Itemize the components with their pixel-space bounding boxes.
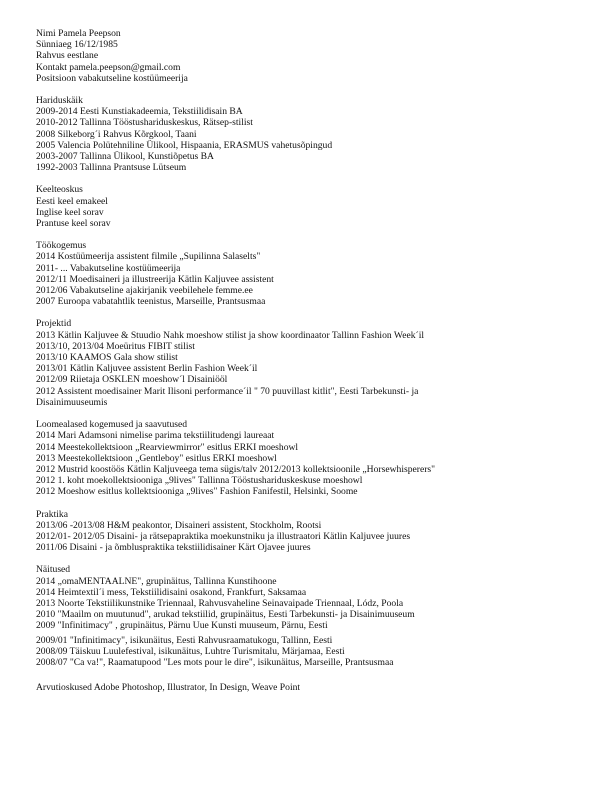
- section-title: Loomealased kogemused ja saavutused: [36, 419, 188, 431]
- list-item: 2012/06 Vabakutseline ajakirjanik veebilehele femme.ee: [36, 285, 253, 297]
- list-item: 2013 Kätlin Kaljuvee & Stuudio Nahk moeshow stilist ja show koordinaator Tallinn Fashion Week´il: [36, 329, 425, 341]
- list-item: 2014 Meestekollektsioon „Rearviewmirror" esitlus ERKI moeshowl: [36, 441, 299, 453]
- list-item: 2009-2014 Eesti Kunstiakadeemia, Tekstiilidisain BA: [36, 106, 243, 118]
- name-line: Nimi Pamela Peepson: [36, 28, 121, 39]
- list-item: 2014 Heimtextil´i mess, Tekstiilidisaini osakond, Frankfurt, Saksamaa: [36, 586, 307, 598]
- list-item: 2013/10, 2013/04 Moeüritus FIBIT stilist: [36, 340, 195, 352]
- list-item: 2013/10 KAAMOS Gala show stilist: [36, 352, 178, 364]
- list-item: 2012 Moeshow esitlus kollektsiooniga „9lives" Fashion Fanifestil, Helsinki, Soome: [36, 486, 358, 498]
- skills-line: Arvutioskused Adobe Photoshop, Illustrator, In Design, Weave Point: [36, 682, 301, 694]
- section-title: Näitused: [36, 564, 71, 576]
- section-title: Praktika: [36, 508, 68, 520]
- list-item: 2010-2012 Tallinna Tööstushariduskeskus, Rätsep-stilist: [36, 117, 253, 129]
- list-item: 2013/06 -2013/08 H&M peakontor, Disaineri assistent, Stockholm, Rootsi: [36, 519, 322, 531]
- education-section: [36, 95, 596, 173]
- exhibitions-section: [36, 564, 596, 668]
- birthdate-line: Sünniaeg 16/12/1985: [36, 39, 118, 51]
- list-item: 2014 Kostüümeerija assistent filmile „Supilinna Salaselts": [36, 251, 261, 263]
- list-item: 2012 Assistent moedisainer Marit Ilisoni performance´il " 70 puuvillast kitlit", Eesti Tarbekunsti- ja Disainimuuseumis: [36, 385, 419, 408]
- list-item: 2007 Euroopa vabatahtlik teenistus, Marseille, Prantsusmaa: [36, 296, 266, 308]
- list-item: 2012 Mustrid koostöös Kätlin Kaljuveega tema sügis/talv 2012/2013 kollektsioonile „Horsewhisperers": [36, 463, 436, 475]
- list-item: 2011- ... Vabakutseline kostüümeerija: [36, 262, 181, 274]
- section-title: Töökogemus: [36, 240, 87, 252]
- position-line: Positsioon vabakutseline kostüümeerija: [36, 72, 188, 84]
- list-item: 2010 "Maailm on muutunud", arukad tekstiilid, grupinäitus, Eesti Tarbekunsti- ja Disainimuuseum: [36, 609, 415, 621]
- list-item: 2011/06 Disaini - ja õmbluspraktika tekstiilidisainer Kärt Ojavee juures: [36, 542, 311, 554]
- list-item: 2013 Noorte Tekstiilikunstnike Triennaal, Rahvusvaheline Seinavaipade Triennaal, Lódz, Poola: [36, 597, 404, 609]
- list-item: Eesti keel emakeel: [36, 195, 108, 207]
- list-item: 2003-2007 Tallinna Ülikool, Kunstiõpetus BA: [36, 151, 214, 163]
- list-item: 2012/09 Riietaja OSKLEN moeshow´l Disainiööl: [36, 374, 228, 386]
- section-title: Hariduskäik: [36, 95, 83, 107]
- list-item: 2012/01- 2012/05 Disaini- ja rätsepapraktika moekunstniku ja illustraatori Kätlin Kaljuvee juures: [36, 530, 411, 542]
- list-item: 2008 Silkeborg´i Rahvus Kõrgkool, Taani: [36, 128, 197, 140]
- list-item: 2008/07 "Ca va!", Raamatupood "Les mots pour le dire", isikunäitus, Marseille, Prantsusmaa: [36, 656, 394, 668]
- cv-document: [36, 28, 596, 693]
- list-item: Prantuse keel sorav: [36, 218, 111, 230]
- list-item: 1992-2003 Tallinna Prantsuse Lütseum: [36, 162, 187, 174]
- personal-info: [36, 28, 596, 84]
- list-item: 2013/01 Kätlin Kaljuvee assistent Berlin Fashion Week´il: [36, 363, 258, 375]
- list-item: 2005 Valencia Polütehniline Ülikool, Hispaania, ERASMUS vahetusõpingud: [36, 139, 333, 151]
- experience-section: [36, 240, 596, 307]
- list-item: 2009/01 "Infinitimacy", isikunäitus, Eesti Rahvusraamatukogu, Tallinn, Eesti: [36, 634, 333, 646]
- section-title: Projektid: [36, 318, 72, 330]
- list-item: 2008/09 Täiskuu Luulefestival, isikunäitus, Luhtre Turismitalu, Märjamaa, Eesti: [36, 645, 345, 657]
- list-item: 2013 Meestekollektsioon „Gentleboy" esitlus ERKI moeshowl: [36, 452, 277, 464]
- list-item: Inglise keel sorav: [36, 206, 104, 218]
- list-item: 2012 1. koht moekollektsiooniga „9lives" Tallinna Tööstushariduskeskuse moeshowl: [36, 475, 363, 487]
- section-title: Keelteoskus: [36, 184, 83, 196]
- list-item: 2014 „omaMENTAALNE", grupinäitus, Tallinna Kunstihoone: [36, 575, 277, 587]
- projects-section: [36, 318, 596, 408]
- internships-section: [36, 509, 596, 554]
- list-item: 2012/11 Moedisaineri ja illustreerija Kätlin Kaljuvee assistent: [36, 273, 274, 285]
- list-item: 2009 "Infinitimacy" , grupinäitus, Pärnu Uue Kunsti muuseum, Pärnu, Eesti: [36, 620, 328, 632]
- list-item: 2014 Mari Adamsoni nimelise parima tekstiilitudengi laureaat: [36, 430, 275, 442]
- contact-line: Kontakt pamela.peepson@gmail.com: [36, 61, 181, 73]
- nationality-line: Rahvus eestlane: [36, 50, 99, 62]
- creative-section: [36, 419, 596, 497]
- languages-section: [36, 184, 596, 229]
